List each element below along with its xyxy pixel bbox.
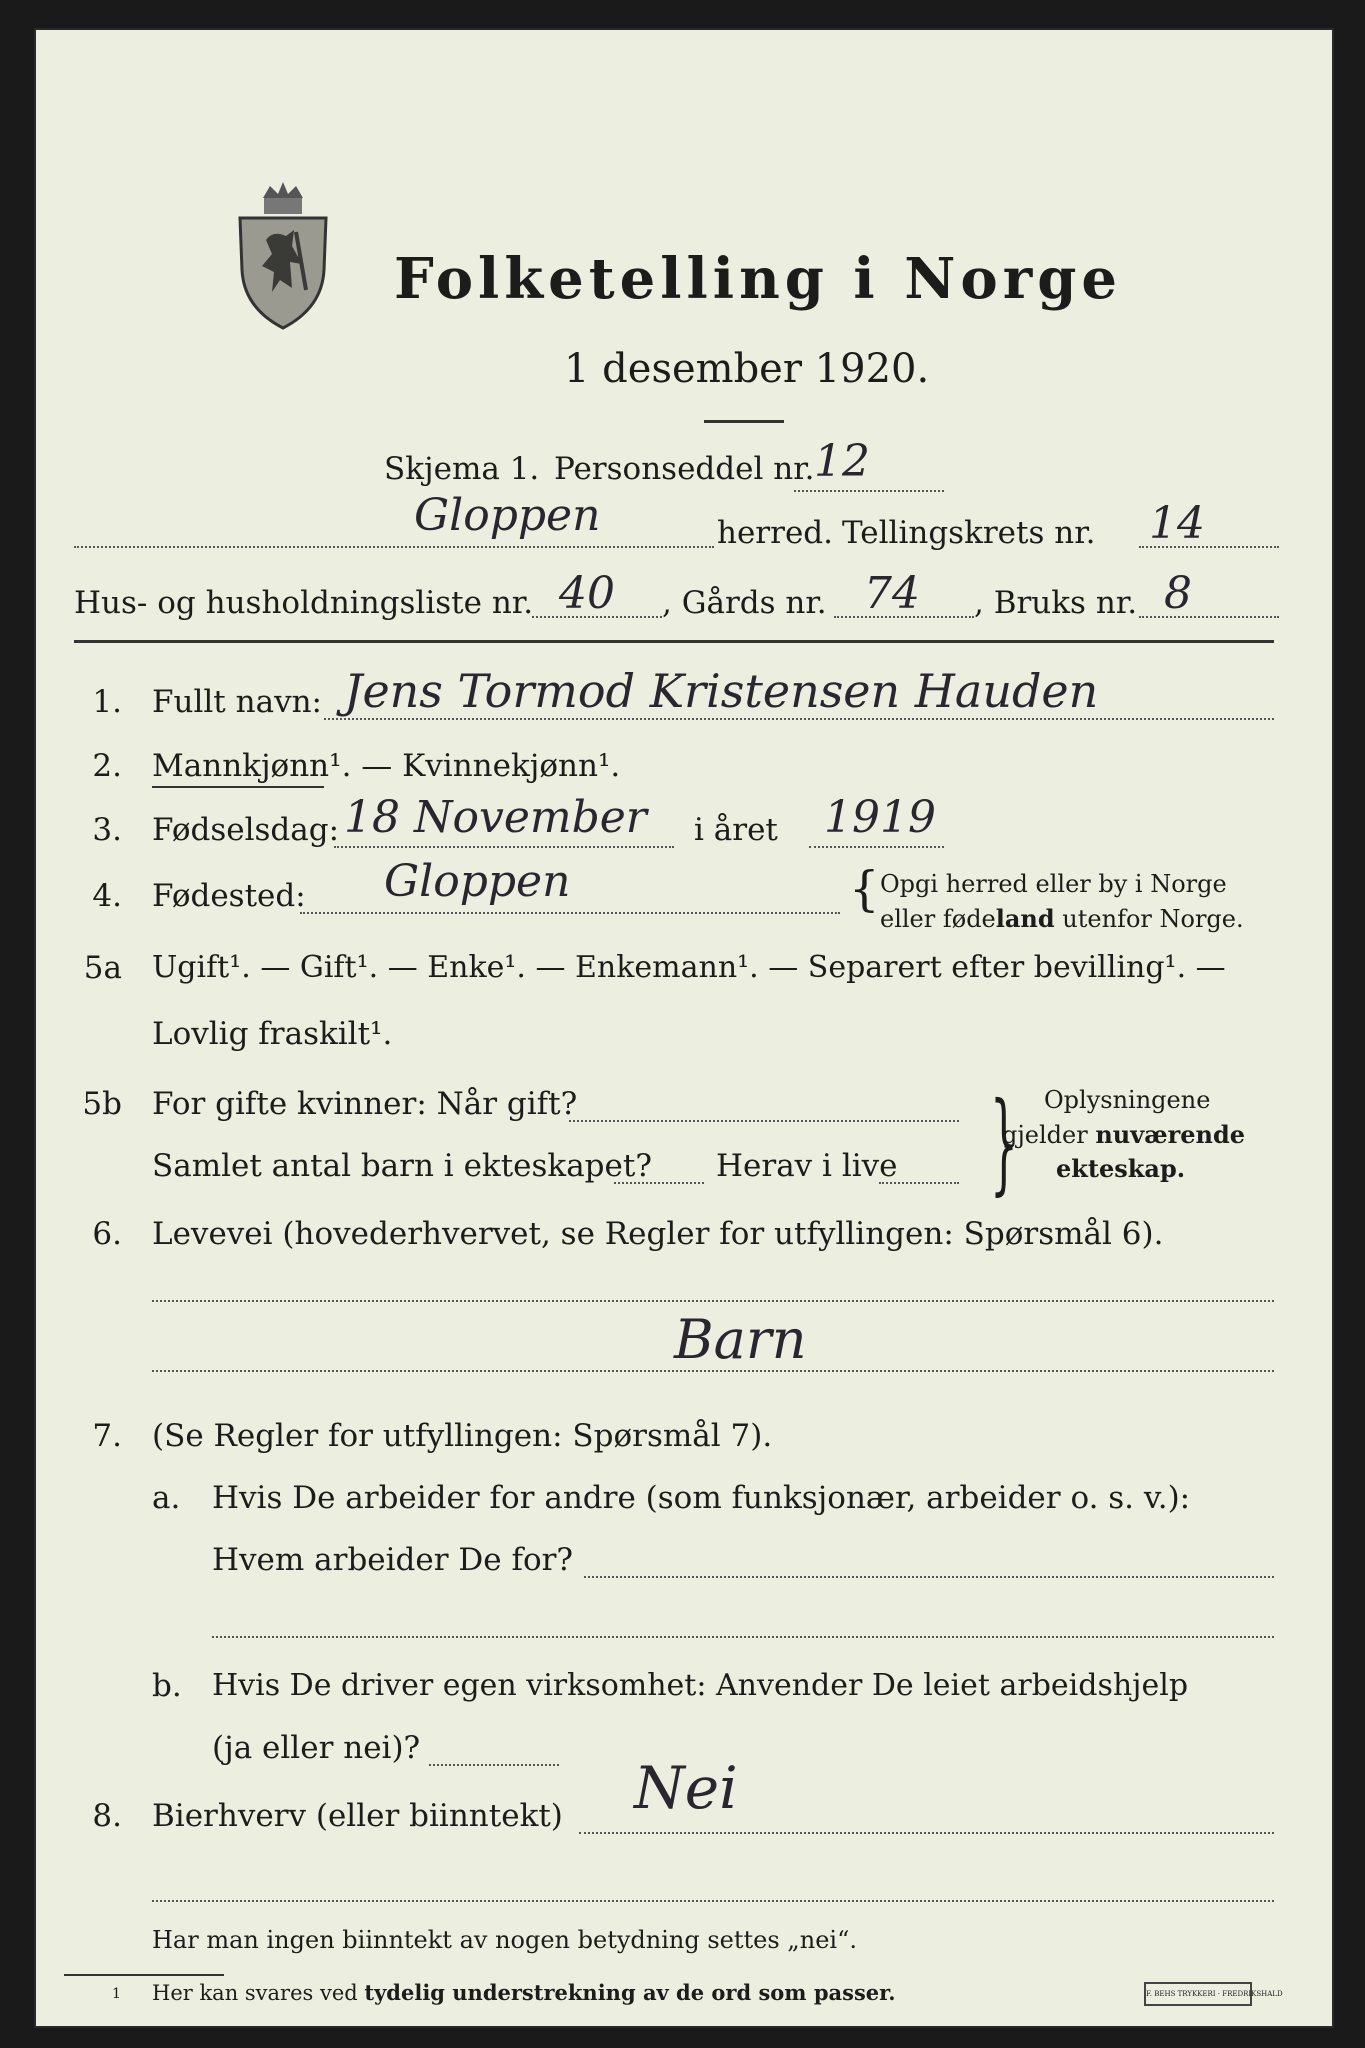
q4-label: Fødested: bbox=[152, 878, 306, 914]
q7a-line-1: Hvis De arbeider for andre (som funksjonær, arbeider o. s. v.): bbox=[212, 1480, 1191, 1516]
mannkjonn-underline bbox=[152, 786, 324, 788]
gards-label: , Gårds nr. bbox=[662, 585, 827, 621]
q6-label: Levevei (hovederhvervet, se Regler for utfyllingen: Spørsmål 6). bbox=[152, 1216, 1164, 1252]
q1-line bbox=[324, 718, 1274, 720]
q8-label: Bierhverv (eller biinntekt) bbox=[152, 1798, 563, 1834]
q7b-line[interactable] bbox=[429, 1764, 559, 1766]
gards-value[interactable]: 74 bbox=[864, 568, 920, 619]
husliste-value[interactable]: 40 bbox=[559, 568, 615, 619]
q3-year-line bbox=[809, 846, 944, 848]
occupation-value[interactable]: Barn bbox=[674, 1308, 807, 1371]
birth-day-value[interactable]: 18 November bbox=[344, 792, 647, 843]
marital-status-options[interactable]: Ugift¹. — Gift¹. — Enke¹. — Enkemann¹. — Separert efter bevilling¹. — bbox=[152, 950, 1226, 985]
sex-options[interactable]: Mannkjønn¹. — Kvinnekjønn¹. bbox=[152, 748, 621, 784]
q4-note-1: Opgi herred eller by i Norge bbox=[880, 870, 1227, 898]
census-form-page bbox=[34, 28, 1334, 2028]
q1-label: Fullt navn: bbox=[152, 684, 322, 720]
q1-number: 1. bbox=[92, 684, 122, 720]
q6-line-1 bbox=[152, 1300, 1274, 1302]
bruks-value[interactable]: 8 bbox=[1164, 568, 1192, 619]
q5b-children-line[interactable] bbox=[614, 1182, 704, 1184]
q8-line-2 bbox=[152, 1900, 1274, 1902]
q3-label: Fødselsdag: bbox=[152, 812, 340, 848]
q4-line bbox=[300, 912, 840, 914]
census-date: 1 desember 1920. bbox=[564, 346, 930, 392]
footnote-divider bbox=[64, 1974, 224, 1976]
q5b-brace: } bbox=[990, 1078, 1018, 1206]
q7a-letter: a. bbox=[152, 1480, 181, 1516]
q5b-alive-line[interactable] bbox=[879, 1182, 959, 1184]
q4-brace: { bbox=[849, 861, 880, 917]
personseddel-line bbox=[794, 490, 944, 492]
birthplace-value[interactable]: Gloppen bbox=[384, 856, 571, 907]
side-income-value[interactable]: Nei bbox=[634, 1754, 738, 1822]
q5a-number: 5a bbox=[83, 950, 122, 986]
q5b-married-label: For gifte kvinner: Når gift? bbox=[152, 1086, 578, 1122]
q3-day-line bbox=[334, 846, 674, 848]
tellingskrets-value[interactable]: 14 bbox=[1149, 498, 1205, 549]
q4-number: 4. bbox=[92, 878, 122, 914]
q7-number: 7. bbox=[92, 1418, 122, 1454]
no-income-note: Har man ingen biinntekt av nogen betydning settes „nei“. bbox=[152, 1926, 857, 1954]
printer-stamp: F. BEHS TRYKKERI · FREDRIKSHALD bbox=[1144, 1982, 1252, 2006]
q7b-line-1: Hvis De driver egen virksomhet: Anvender De leiet arbeidshjelp bbox=[212, 1668, 1189, 1703]
q5b-note-2: gjelder nuværende bbox=[1002, 1120, 1246, 1149]
birth-year-value[interactable]: 1919 bbox=[824, 792, 936, 843]
form-title: Folketelling i Norge bbox=[394, 246, 1123, 312]
personseddel-label: Personseddel nr. bbox=[554, 451, 815, 487]
skjema-label: Skjema 1. bbox=[384, 451, 540, 487]
herred-line bbox=[74, 546, 714, 548]
footnote-mark: 1 bbox=[112, 1986, 121, 2002]
personseddel-value[interactable]: 12 bbox=[814, 436, 870, 487]
full-name-value[interactable]: Jens Tormod Kristensen Hauden bbox=[344, 664, 1099, 718]
bruks-line bbox=[1139, 616, 1279, 618]
q2-number: 2. bbox=[92, 748, 122, 784]
q7-label: (Se Regler for utfyllingen: Spørsmål 7). bbox=[152, 1418, 773, 1454]
footnote-text: Her kan svares ved tydelig understrekning av de ord som passer. bbox=[152, 1980, 896, 2005]
q8-line bbox=[579, 1832, 1274, 1834]
title-divider bbox=[704, 420, 784, 423]
q3-year-label: i året bbox=[694, 812, 778, 848]
tellingskrets-label: Tellingskrets nr. bbox=[842, 515, 1096, 551]
q5b-note-1: Oplysningene bbox=[1044, 1086, 1211, 1114]
q8-number: 8. bbox=[92, 1798, 122, 1834]
q5b-married-line[interactable] bbox=[569, 1120, 959, 1122]
q7a-line[interactable] bbox=[584, 1576, 1274, 1578]
q6-number: 6. bbox=[92, 1216, 122, 1252]
husliste-label: Hus- og husholdningsliste nr. bbox=[74, 585, 534, 621]
q7a-line-extra[interactable] bbox=[212, 1636, 1274, 1638]
bruks-label: , Bruks nr. bbox=[974, 585, 1138, 621]
q7a-line-2: Hvem arbeider De for? bbox=[212, 1542, 574, 1578]
q5b-alive-label: Herav i live bbox=[716, 1148, 898, 1184]
q7b-letter: b. bbox=[152, 1668, 182, 1704]
header-divider bbox=[74, 640, 1274, 643]
herred-value[interactable]: Gloppen bbox=[414, 490, 601, 541]
q5b-note-3: ekteskap. bbox=[1056, 1154, 1186, 1183]
q5b-number: 5b bbox=[82, 1086, 122, 1122]
q5b-children-label: Samlet antal barn i ekteskapet? bbox=[152, 1148, 652, 1184]
q4-note-2: eller fødeland utenfor Norge. bbox=[880, 904, 1244, 933]
norway-coat-of-arms-icon bbox=[228, 180, 338, 330]
q7b-line-2: (ja eller nei)? bbox=[212, 1730, 421, 1766]
marital-status-options-2[interactable]: Lovlig fraskilt¹. bbox=[152, 1016, 393, 1052]
q3-number: 3. bbox=[92, 812, 122, 848]
herred-label: herred. bbox=[717, 515, 833, 551]
